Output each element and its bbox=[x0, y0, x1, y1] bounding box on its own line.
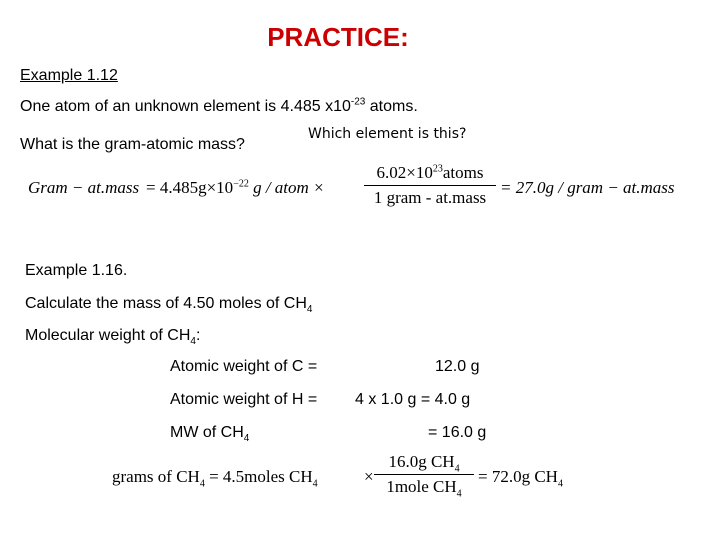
row-mw-value: = 16.0 g bbox=[428, 424, 487, 441]
calc-text: Calculate the mass of 4.50 moles of CH bbox=[25, 295, 307, 312]
statement-exponent: -23 bbox=[350, 96, 366, 108]
equation-1-exponent: −22 bbox=[233, 178, 249, 190]
numerator-unit: atoms bbox=[442, 163, 484, 182]
question-gram-atomic-mass: What is the gram-atomic mass? bbox=[20, 136, 245, 153]
mw-subscript: 4 bbox=[190, 336, 196, 348]
row-carbon-label: Atomic weight of C = bbox=[170, 358, 318, 375]
eq2-denominator bbox=[374, 477, 474, 500]
equation-2-fraction bbox=[374, 452, 474, 500]
equation-1-numerator bbox=[364, 163, 496, 183]
row-hydrogen-label: Atomic weight of H = bbox=[170, 391, 318, 408]
eq2-mid-text: = 4.5moles CH bbox=[204, 467, 313, 486]
numerator-value: 6.02×10 bbox=[376, 163, 433, 182]
mw-row-text: MW of CH bbox=[170, 424, 244, 441]
eq2-denominator-subscript: 4 bbox=[456, 488, 462, 500]
page-title: PRACTICE: bbox=[267, 22, 409, 52]
equation-1-fraction bbox=[364, 163, 496, 208]
row-mw-label bbox=[170, 424, 250, 445]
row-hydrogen-value: 4 x 1.0 g = 4.0 g bbox=[355, 391, 471, 408]
molecular-weight-label bbox=[25, 327, 201, 348]
example-112-heading: Example 1.12 bbox=[20, 67, 118, 84]
equation-1-mantissa: = 4.485g×10 bbox=[146, 178, 234, 197]
equation-2-times: × bbox=[364, 467, 374, 486]
eq2-numerator bbox=[374, 452, 474, 475]
equation-1-value bbox=[146, 178, 325, 198]
mw-text: Molecular weight of CH bbox=[25, 327, 191, 344]
equation-1-lhs: Gram − at.mass bbox=[28, 178, 140, 197]
question-which-element: Which element is this? bbox=[308, 126, 467, 142]
eq2-result-text: = 72.0g CH bbox=[478, 467, 558, 486]
calc-subscript: 4 bbox=[306, 304, 313, 316]
equation-2-result bbox=[478, 467, 563, 490]
equation-1-denominator: 1 gram - at.mass bbox=[373, 188, 487, 207]
eq2-lhs-subscript: 4 bbox=[199, 478, 205, 490]
statement-end: atoms. bbox=[365, 98, 418, 115]
example-116-statement bbox=[25, 295, 313, 316]
example-116-heading: Example 1.16. bbox=[25, 262, 128, 279]
numerator-exponent: 23 bbox=[432, 163, 443, 175]
eq2-denominator-text: 1mole CH bbox=[386, 477, 457, 496]
equation-1-result: = 27.0g / gram − at.mass bbox=[500, 178, 675, 197]
eq2-numerator-subscript: 4 bbox=[454, 463, 460, 475]
statement-text: One atom of an unknown element is 4.485 x10 bbox=[20, 98, 351, 115]
mw-colon: : bbox=[195, 327, 201, 344]
eq2-numerator-text: 16.0g CH bbox=[388, 452, 455, 471]
eq2-lhs-text: grams of CH bbox=[112, 467, 200, 486]
mw-row-subscript: 4 bbox=[243, 433, 250, 445]
fraction-bar bbox=[364, 185, 496, 186]
eq2-mid-subscript: 4 bbox=[312, 478, 318, 490]
row-carbon-value: 12.0 g bbox=[435, 358, 480, 375]
eq2-result-subscript: 4 bbox=[557, 478, 563, 490]
example-112-statement bbox=[20, 98, 418, 116]
equation-1-unit: g / atom × bbox=[248, 178, 325, 197]
equation-2-lhs bbox=[112, 467, 318, 490]
